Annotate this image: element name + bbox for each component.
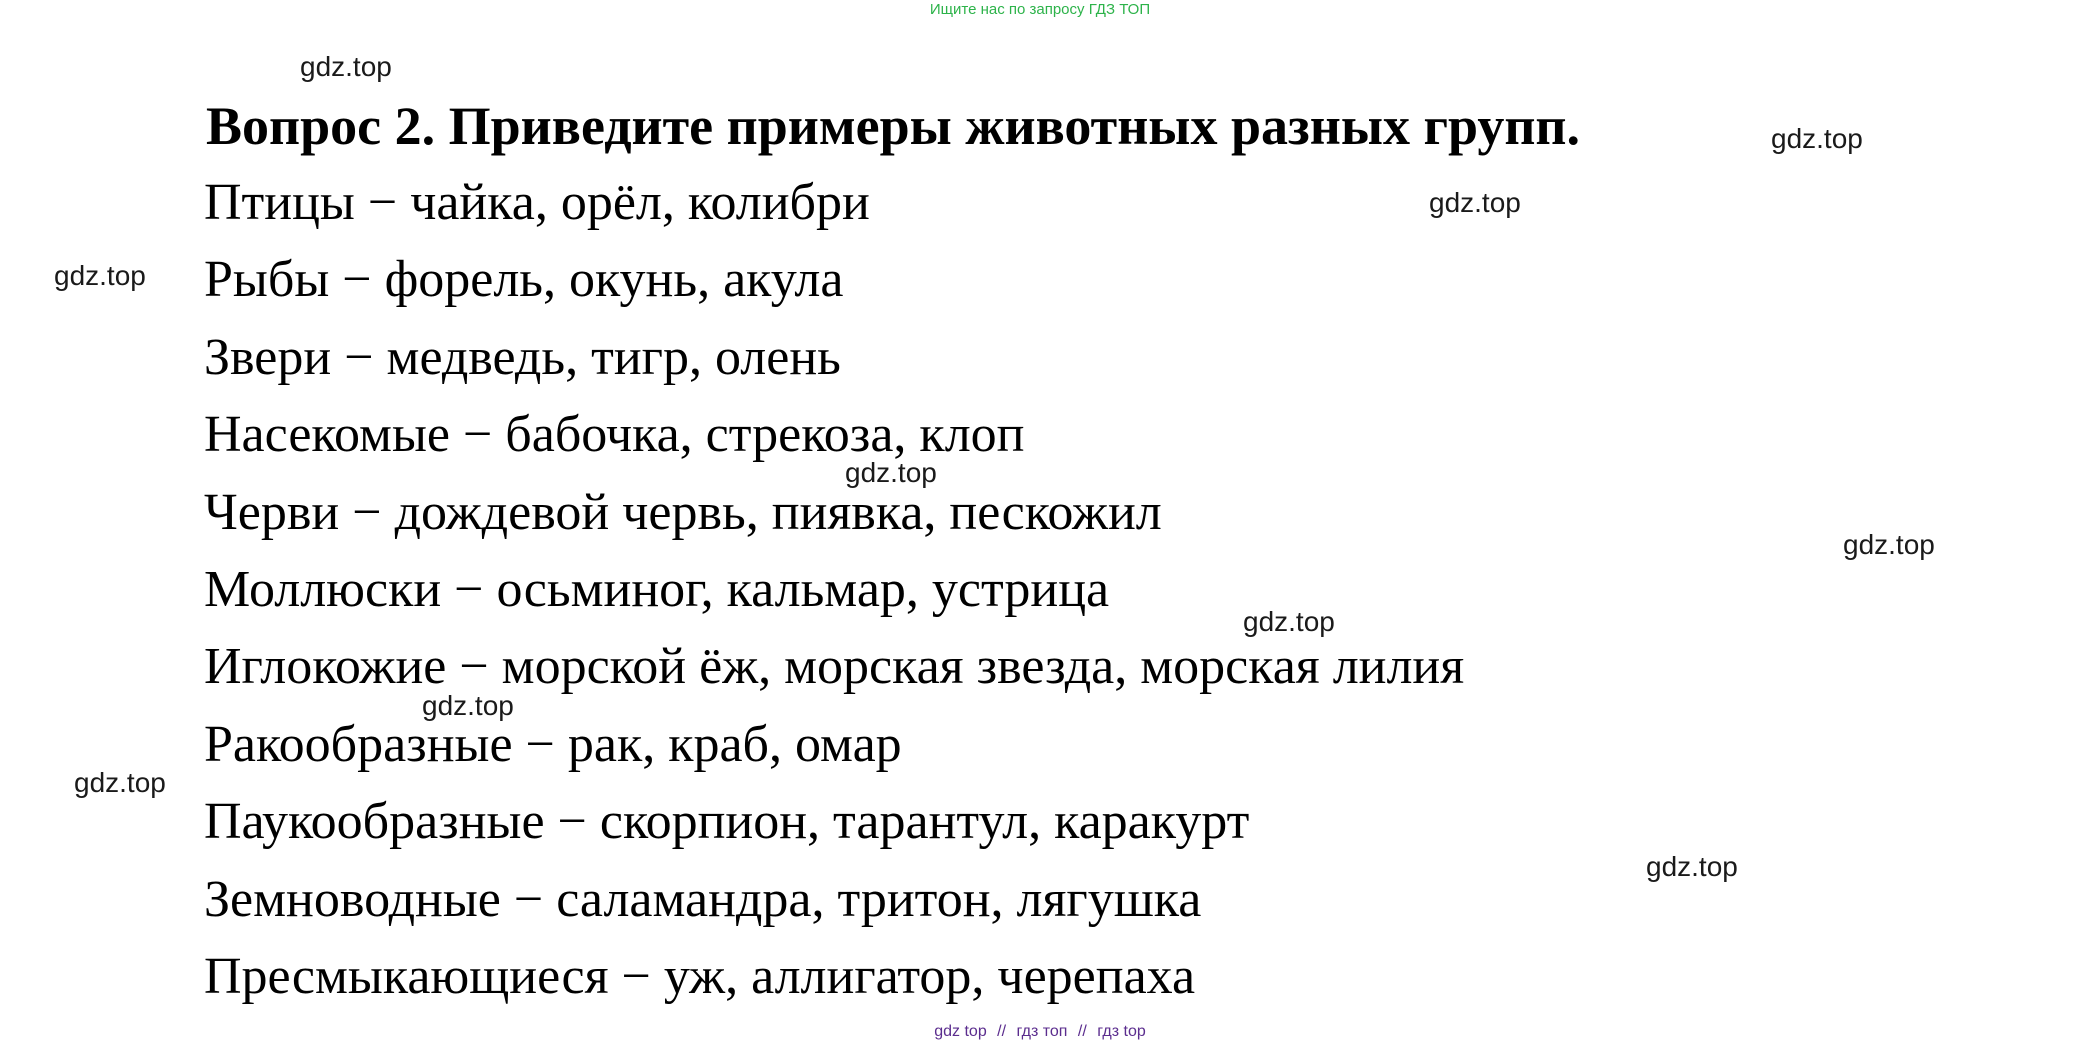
watermark: gdz.top [54,260,146,291]
watermark: gdz.top [1843,529,1935,560]
answer-echinoderms: Иглокожие − морской ёж, морская звезда, морская лилия [204,638,1465,696]
answer-worms: Черви − дождевой червь, пиявка, пескожил [204,483,1162,541]
answer-insects: Насекомые − бабочка, стрекоза, клоп [204,406,1025,464]
answer-list [204,164,1464,1015]
watermark: gdz.top [1646,851,1738,882]
top-banner[interactable]: Ищите нас по запросу ГДЗ ТОП [929,1,1151,18]
answer-reptiles: Пресмыкающиеся − уж, аллигатор, черепаха [204,947,1196,1005]
answer-arachnids: Паукообразные − скорпион, тарантул, каракурт [204,793,1250,851]
watermark: gdz.top [1429,187,1521,218]
footer-link-gdz-top[interactable]: gdz top [934,1023,987,1040]
answer-mollusks: Моллюски − осьминог, кальмар, устрица [204,560,1110,618]
answer-birds: Птицы − чайка, орёл, колибри [204,174,870,231]
answer-fish: Рыбы − форель, окунь, акула [204,251,844,309]
watermark: gdz.top [1771,123,1863,154]
question-title: Вопрос 2. Приведите примеры животных разных групп. [206,96,1581,156]
watermark: gdz.top [300,51,392,82]
footer-separator: // [1077,1023,1087,1040]
answer-amphibians: Земноводные − саламандра, тритон, лягушка [204,870,1202,928]
answer-mammals: Звери − медведь, тигр, олень [204,328,841,386]
watermark: gdz.top [422,690,514,721]
watermark: gdz.top [845,457,937,488]
footer-separator: // [997,1023,1007,1040]
watermark: gdz.top [1243,606,1335,637]
watermark: gdz.top [74,767,166,798]
answer-crustaceans: Ракообразные − рак, краб, омар [204,715,902,773]
footer-link-gdz-top-ru[interactable]: гдз топ [1016,1023,1068,1040]
footer-links [0,1022,2080,1042]
footer-link-gdz-top-mixed[interactable]: гдз top [1097,1023,1146,1040]
